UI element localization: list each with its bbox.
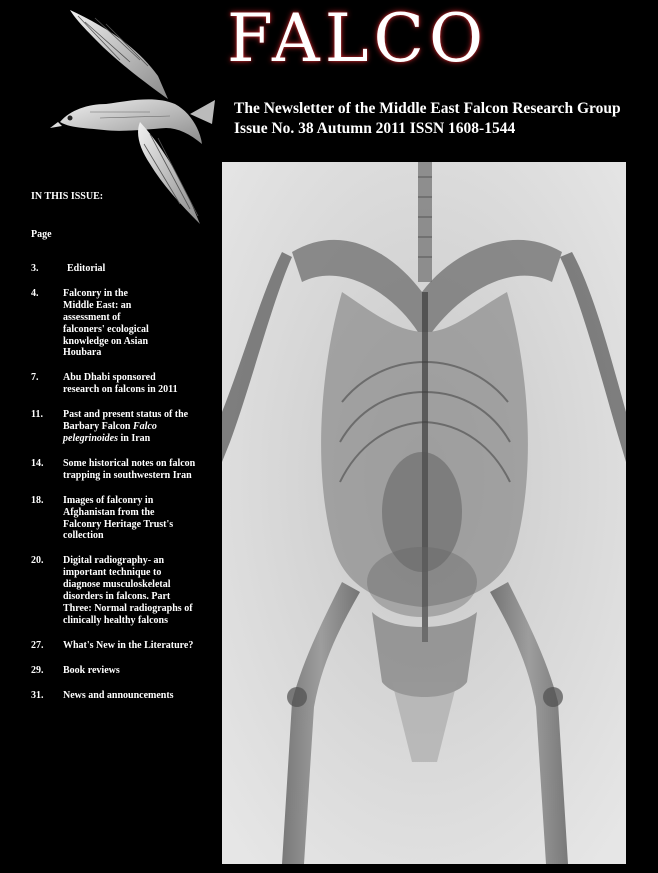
toc-title [63, 409, 195, 445]
toc-item [31, 372, 221, 396]
toc-title-species: Falco pelegrinoides [63, 421, 157, 444]
toc-page: 4. [31, 287, 39, 299]
toc-title: Book reviews [63, 664, 120, 676]
toc-title: Falconry in the Middle East: an assessment of falconers' ecological knowledge on Asian Houbara [63, 287, 149, 359]
toc-page: 18. [31, 494, 44, 506]
toc-item [31, 690, 221, 702]
newsletter-title: FALCO [227, 0, 489, 77]
table-of-contents [31, 263, 221, 701]
page-column-label: Page [31, 229, 52, 240]
toc-item [31, 288, 221, 359]
toc-title-text-end: in Iran [118, 432, 151, 444]
toc-page: 14. [31, 457, 44, 469]
toc-item [31, 263, 221, 275]
toc-item [31, 458, 221, 482]
cover-radiograph [222, 162, 626, 864]
toc-title-text: Past and present status of the Barbary Falcon [63, 409, 189, 433]
toc-page: 29. [31, 664, 44, 676]
newsletter-subtitle [234, 99, 621, 139]
toc-title: Editorial [67, 263, 106, 274]
subtitle-line-2: Issue No. 38 Autumn 2011 ISSN 1608-1544 [234, 120, 516, 137]
toc-item [31, 555, 221, 626]
toc-page: 20. [31, 555, 44, 567]
toc-title: Abu Dhabi sponsored research on falcons in 2011 [63, 372, 178, 396]
toc-title: What's New in the Literature? [63, 639, 194, 651]
toc-page: 7. [31, 372, 39, 384]
toc-title: Digital radiography- an important technique to diagnose musculoskeletal disorders in falcons. Part Three: Normal radiographs of clinically healthy falcons [63, 555, 193, 626]
toc-item [31, 640, 221, 652]
toc-item [31, 409, 221, 445]
toc-page: 11. [31, 409, 43, 421]
toc-item [31, 495, 221, 543]
subtitle-line-1: The Newsletter of the Middle East Falcon Research Group [234, 100, 621, 117]
toc-page: 31. [31, 689, 44, 701]
toc-page: 27. [31, 639, 44, 651]
toc-page: 3. [31, 263, 39, 274]
toc-title: News and announcements [63, 689, 174, 701]
radiograph-image [222, 162, 626, 864]
toc-title: Images of falconry in Afghanistan from the Falconry Heritage Trust's collection [63, 494, 174, 542]
toc-item [31, 665, 221, 677]
toc-title: Some historical notes on falcon trapping in southwestern Iran [63, 457, 196, 481]
in-this-issue-heading: IN THIS ISSUE: [31, 191, 104, 202]
